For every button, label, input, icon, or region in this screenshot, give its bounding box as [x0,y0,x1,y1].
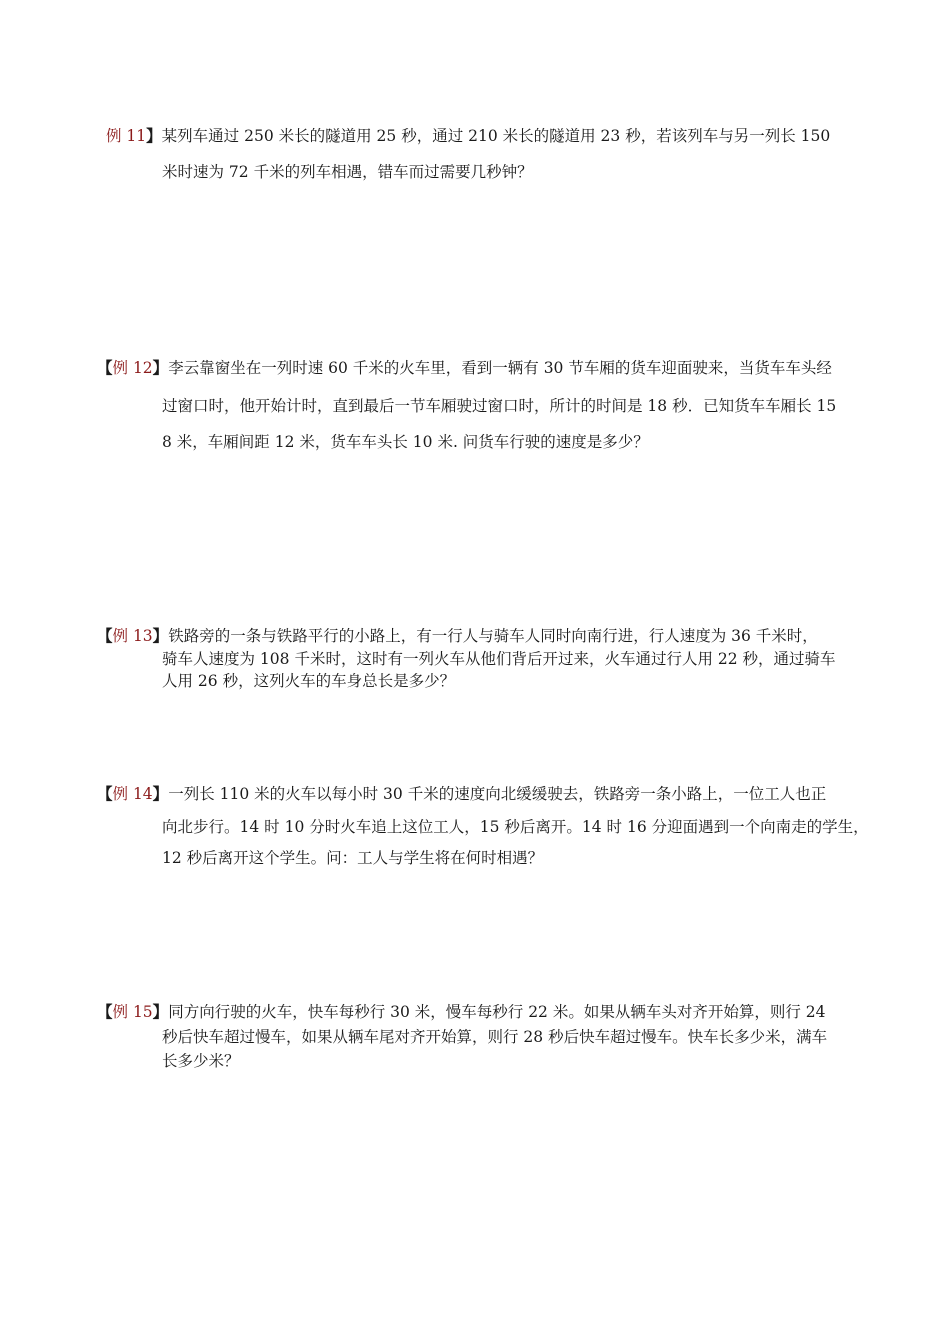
problem-13-bracket-close: 】 [152,626,169,645]
problem-14-bracket-close: 】 [152,784,169,803]
problem-12-bracket-close: 】 [152,358,169,377]
problem-15-line-1 [97,1002,826,1022]
problem-12-text-1: 李云靠窗坐在一列时速 60 千米的火车里，看到一辆有 30 节车厢的货车迎面驶来，当货车车头经 [168,359,832,377]
problem-15-bracket-open: 【 [97,1002,113,1021]
problem-14-line-1 [97,784,826,804]
problem-14-bracket-open: 【 [97,784,113,803]
problem-14-text-1: 一列长 110 米的火车以每小时 30 千米的速度向北缓缓驶去，铁路旁一条小路上，一位工人也正 [168,785,827,803]
problem-13-text-1: 铁路旁的一条与铁路平行的小路上，有一行人与骑车人同时向南行进，行人速度为 36 千米时， [168,627,818,645]
problem-12-line-2: 过窗口时，他开始计时，直到最后一节车厢驶过窗口时，所计的时间是 18 秒．已知货车车厢长 15 [162,397,837,415]
problem-15-line-2: 秒后快车超过慢车，如果从辆车尾对齐开始算，则行 28 秒后快车超过慢车。快车长多少米，满车 [162,1028,828,1046]
problem-11-bracket-close: 】 [146,126,162,145]
problem-12-line-1 [97,358,832,378]
problem-11-text-1: 某列车通过 250 米长的隧道用 25 秒，通过 210 米长的隧道用 23 秒，若该列车与另一列长 150 [161,127,831,145]
problem-12-bracket-open: 【 [97,358,113,377]
problem-14-line-3: 12 秒后离开这个学生。问：工人与学生将在何时相遇？ [162,849,544,867]
problem-14-label: 例 14 [112,785,153,803]
problem-13-line-2: 骑车人速度为 108 千米时，这时有一列火车从他们背后开过来，火车通过行人用 22 秒，通过骑车 [162,650,836,668]
problem-11-line-1 [106,126,830,146]
problem-12-label: 例 12 [112,359,153,377]
problem-11-line-2: 米时速为 72 千米的列车相遇，错车而过需要几秒钟？ [162,163,533,181]
problem-14-line-2: 向北步行。14 时 10 分时火车追上这位工人，15 秒后离开。14 时 16 分迎面遇到一个向南走的学生， [162,818,869,836]
problem-13-bracket-open: 【 [97,626,113,645]
problem-13-line-3: 人用 26 秒，这列火车的车身总长是多少？ [162,672,456,690]
problem-12-line-3: 8 米，车厢间距 12 米，货车车头长 10 米. 问货车行驶的速度是多少？ [162,433,649,451]
problem-13-label: 例 13 [112,627,153,645]
problem-15-label: 例 15 [112,1003,153,1021]
problem-11-label: 例 11 [106,127,147,145]
problem-13-line-1 [97,626,818,646]
problem-15-bracket-close: 】 [152,1002,169,1021]
problem-15-line-3: 长多少米？ [162,1052,240,1070]
problem-15-text-1: 同方向行驶的火车，快车每秒行 30 米，慢车每秒行 22 米。如果从辆车头对齐开始算，则行 24 [168,1003,826,1021]
